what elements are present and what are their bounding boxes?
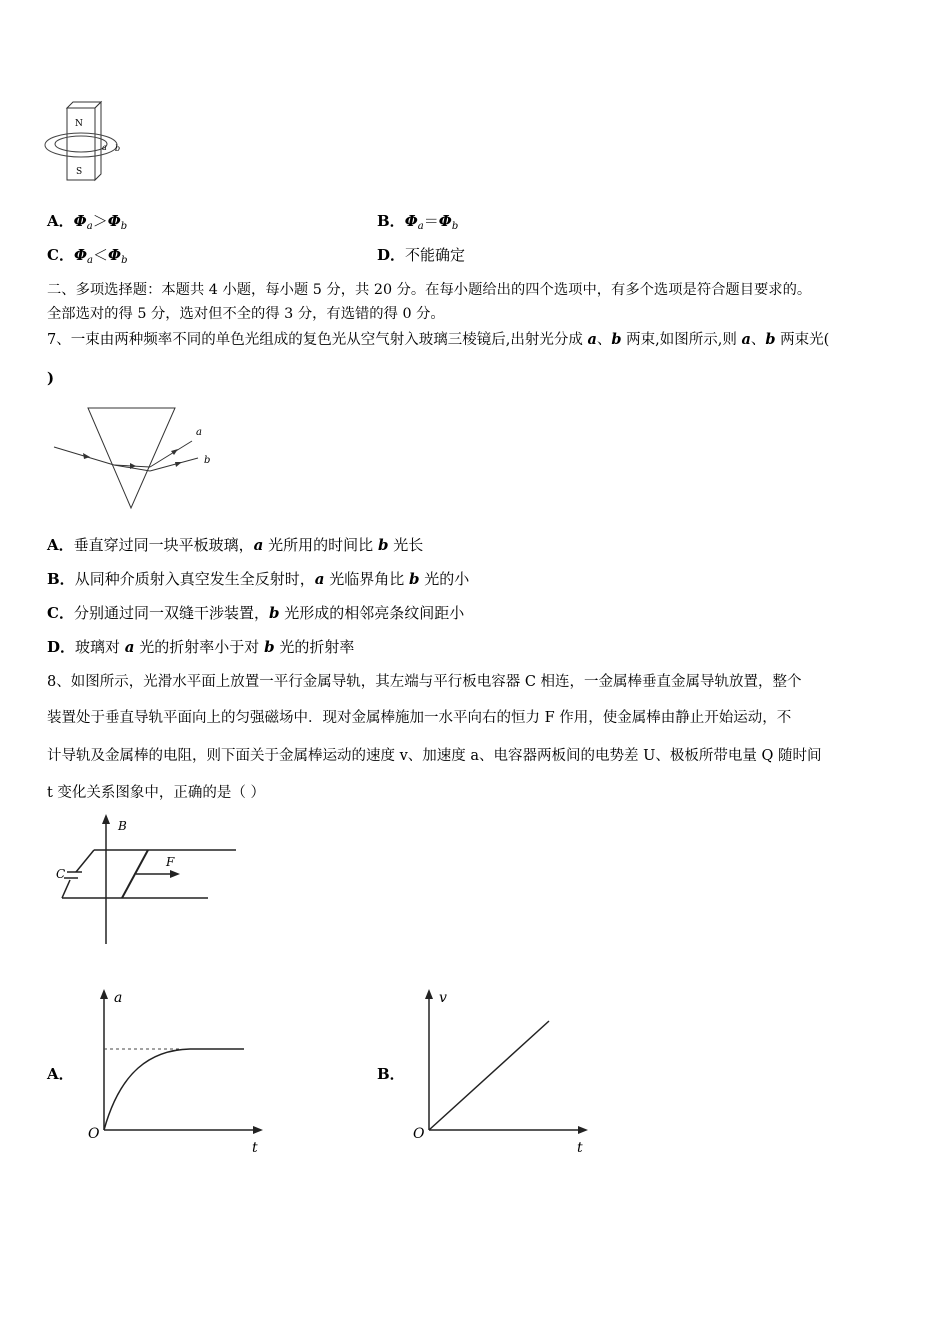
ray-b-label: b — [204, 455, 211, 466]
q7-option-a[interactable]: A．垂直穿过同一块平板玻璃，a 光所用的时间比 b 光长 — [47, 536, 424, 554]
q7-option-d[interactable]: D．玻璃对 a 光的折射率小于对 b 光的折射率 — [47, 638, 355, 656]
graph-a-xlabel: t — [252, 1140, 258, 1156]
prism-figure — [50, 405, 220, 515]
section2-instruction-line1: 二、多项选择题：本题共 4 小题，每小题 5 分，共 20 分。在每小题给出的四个选项中，有多个选项是符合题目要求的。 — [47, 282, 812, 298]
magnet-loop-figure — [40, 100, 130, 185]
graph-b-xlabel: t — [577, 1140, 583, 1156]
loop-b-label: b — [115, 144, 121, 153]
graph-a-acceleration-time — [80, 982, 270, 1157]
graph-b-velocity-time — [405, 982, 595, 1157]
q8-stem-line1: 8、如图所示，光滑水平面上放置一平行金属导轨，其左端与平行板电容器 C 相连，一金属棒垂直金属导轨放置，整个 — [47, 674, 802, 690]
q6-option-b[interactable]: B．$\Phi_a=\Phi_b$ — [377, 212, 459, 232]
q8-option-a-label[interactable]: A． — [47, 1065, 74, 1083]
q8-stem-line4: t 变化关系图象中，正确的是（ ） — [47, 785, 266, 801]
q7-option-b[interactable]: B．从同种介质射入真空发生全反射时，a 光临界角比 b 光的小 — [47, 570, 470, 588]
ray-a-label: a — [196, 427, 202, 438]
capacitor-c-label: C — [56, 867, 66, 881]
q6-option-c[interactable]: C．$\Phi_a<\Phi_b$ — [47, 246, 128, 266]
graph-b-origin: O — [413, 1126, 425, 1142]
q8-stem-line2: 装置处于垂直导轨平面向上的匀强磁场中．现对金属棒施加一水平向右的恒力 F 作用，使金属棒由静止开始运动，不 — [47, 710, 792, 726]
magnet-n-label: N — [75, 119, 83, 129]
q7-stem-line1: 7、一束由两种频率不同的单色光组成的复色光从空气射入玻璃三棱镜后,出射光分成 a、b 两束,如图所示,则 a、b 两束光( — [47, 331, 830, 348]
magnet-s-label: S — [76, 167, 83, 177]
q7-option-c[interactable]: C．分别通过同一双缝干涉装置，b 光形成的相邻亮条纹间距小 — [47, 604, 465, 622]
q8-option-b-label[interactable]: B． — [377, 1065, 405, 1083]
loop-a-label: a — [102, 143, 107, 152]
q6-option-a[interactable]: A．$\Phi_a>\Phi_b$ — [47, 212, 128, 232]
field-b-label: B — [118, 819, 127, 833]
graph-a-ylabel: a — [114, 990, 123, 1006]
q7-stem-line2: ) — [47, 369, 55, 387]
rail-capacitor-figure — [50, 812, 245, 952]
graph-a-origin: O — [88, 1126, 100, 1142]
section2-instruction-line2: 全部选对的得 5 分，选对但不全的得 3 分，有选错的得 0 分。 — [47, 306, 445, 322]
force-f-label: F — [166, 855, 175, 869]
q6-option-d[interactable]: D．不能确定 — [377, 246, 466, 264]
graph-b-ylabel: v — [439, 990, 447, 1006]
q8-stem-line3: 计导轨及金属棒的电阻，则下面关于金属棒运动的速度 v、加速度 a、电容器两板间的电势差 U、极板所带电量 Q 随时间 — [47, 748, 822, 764]
